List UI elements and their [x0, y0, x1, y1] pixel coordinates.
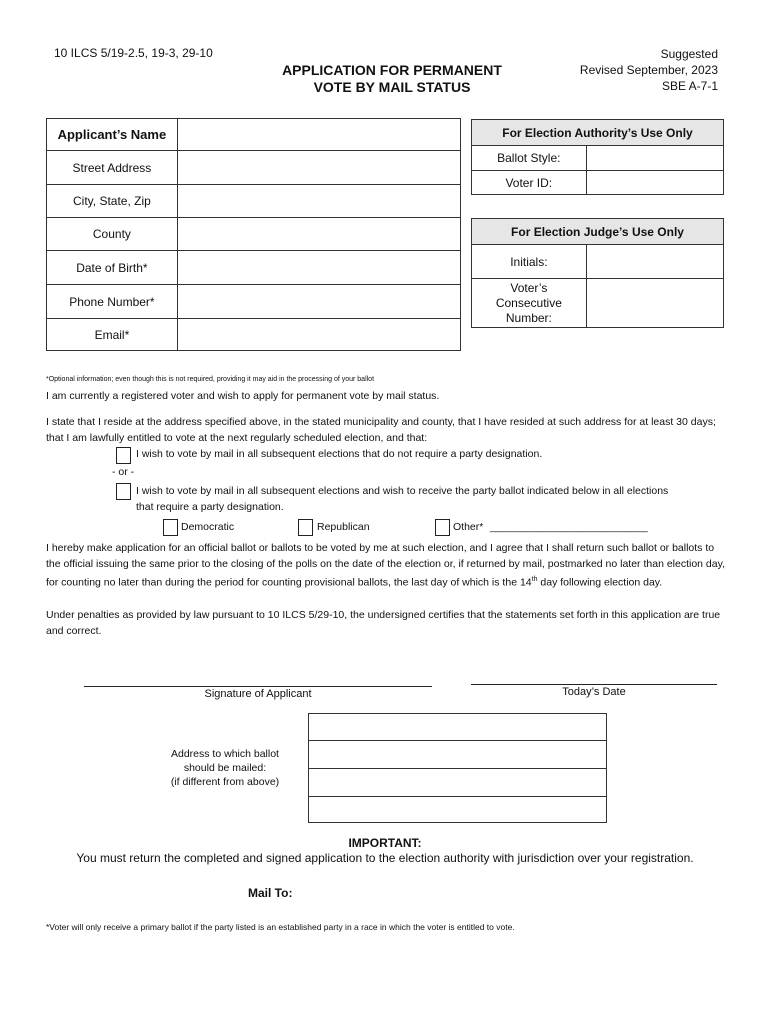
or-separator: - or - — [112, 466, 135, 478]
option-nonpartisan-checkbox[interactable] — [116, 447, 131, 465]
title-line-1: APPLICATION FOR PERMANENT — [282, 62, 502, 78]
city-state-zip-field[interactable] — [177, 185, 460, 218]
street-address-label: Street Address — [47, 151, 178, 185]
mail-to-label: Mail To: — [248, 886, 293, 900]
other-party-label: Other* — [453, 521, 484, 533]
date-line[interactable] — [471, 684, 717, 685]
ballot-style-label: Ballot Style: — [472, 146, 587, 171]
form-revision-info — [580, 46, 718, 94]
page-title — [252, 62, 532, 96]
initials-label: Initials: — [472, 245, 587, 279]
penalty-statement: Under penalties as provided by law pursuant to 10 ILCS 5/29-10, the undersigned certifies that the statements set forth in this application are true and correct. — [46, 609, 721, 637]
initials-field[interactable] — [586, 245, 723, 279]
ballot-style-field[interactable] — [586, 146, 723, 171]
mailing-address-table — [308, 713, 607, 823]
statute-reference: 10 ILCS 5/19-2.5, 19-3, 29-10 — [54, 46, 213, 60]
application-statement: I hereby make application for an official ballot or ballots to be voted by me at such election, and I agree that I shall return such ballot or ballots to the official issuing the same prior to the closing of the polls on the date of the election or, if returned by mail, postmarked no later than election day, for counting no later than during the period for counting provisional ballots, the last day of which is the 14th day following election day. — [46, 542, 726, 589]
other-party-blank[interactable]: ___________________________ — [490, 521, 648, 533]
phone-number-label: Phone Number* — [47, 285, 178, 319]
email-field[interactable] — [177, 319, 460, 351]
election-judge-heading: For Election Judge’s Use Only — [472, 219, 724, 245]
consecutive-number-label: Voter’s Consecutive Number: — [472, 279, 587, 328]
election-judge-table — [471, 218, 724, 328]
date-of-birth-label: Date of Birth* — [47, 251, 178, 285]
street-address-field[interactable] — [177, 151, 460, 185]
voter-id-label: Voter ID: — [472, 171, 587, 195]
county-field[interactable] — [177, 218, 460, 251]
applicant-name-label: Applicant’s Name — [47, 119, 178, 151]
revision-date: Revised September, 2023 — [579, 63, 718, 77]
republican-label: Republican — [317, 521, 370, 533]
important-heading: IMPORTANT: — [348, 836, 422, 850]
mailing-address-label: Address to which ballot should be mailed: (if different from above) — [170, 748, 280, 788]
option-nonpartisan-label: I wish to vote by mail in all subsequent elections that do not require a party designation. — [136, 448, 543, 460]
phone-number-field[interactable] — [177, 285, 460, 319]
democratic-label: Democratic — [181, 521, 235, 533]
consecutive-number-field[interactable] — [586, 279, 723, 328]
important-text: You must return the completed and signed application to the election authority with jurisdiction over your registration. — [76, 851, 694, 865]
signature-label: Signature of Applicant — [204, 688, 312, 700]
signature-line[interactable] — [84, 686, 432, 687]
applicant-info-table — [46, 118, 461, 351]
democratic-checkbox[interactable] — [163, 519, 178, 537]
city-state-zip-label: City, State, Zip — [47, 185, 178, 218]
email-label: Email* — [47, 319, 178, 351]
mailing-address-line-2[interactable] — [309, 741, 607, 769]
mailing-address-line-3[interactable] — [309, 769, 607, 797]
optional-info-note: *Optional information; even though this is not required, providing it may aid in the processing of your ballot — [46, 376, 375, 383]
date-of-birth-field[interactable] — [177, 251, 460, 285]
other-party-checkbox[interactable] — [435, 519, 450, 537]
option-partisan-label: I wish to vote by mail in all subsequent elections and wish to receive the party ballot indicated below in all elections that require a party designation. — [136, 485, 669, 513]
suggested-label: Suggested — [660, 47, 718, 61]
county-label: County — [47, 218, 178, 251]
date-label: Today’s Date — [562, 686, 626, 698]
republican-checkbox[interactable] — [298, 519, 313, 537]
voter-id-field[interactable] — [586, 171, 723, 195]
residence-statement: I state that I reside at the address specified above, in the stated municipality and county, that I have resided at such address for at least 30 days; that I am lawfully entitled to vote at the next regularly scheduled election, and that: — [46, 416, 716, 444]
form-code: SBE A-7-1 — [661, 79, 718, 93]
election-authority-table — [471, 119, 724, 195]
option-partisan-checkbox[interactable] — [116, 483, 131, 501]
mailing-address-line-1[interactable] — [309, 714, 607, 741]
footnote: *Voter will only receive a primary ballot if the party listed is an established party in a race in which the voter is entitled to vote. — [46, 922, 515, 932]
applicant-name-field[interactable] — [177, 119, 460, 151]
title-line-2: VOTE BY MAIL STATUS — [313, 79, 471, 95]
mailing-address-line-4[interactable] — [309, 797, 607, 823]
election-authority-heading: For Election Authority’s Use Only — [472, 120, 724, 146]
registered-voter-statement: I am currently a registered voter and wish to apply for permanent vote by mail status. — [46, 390, 440, 402]
